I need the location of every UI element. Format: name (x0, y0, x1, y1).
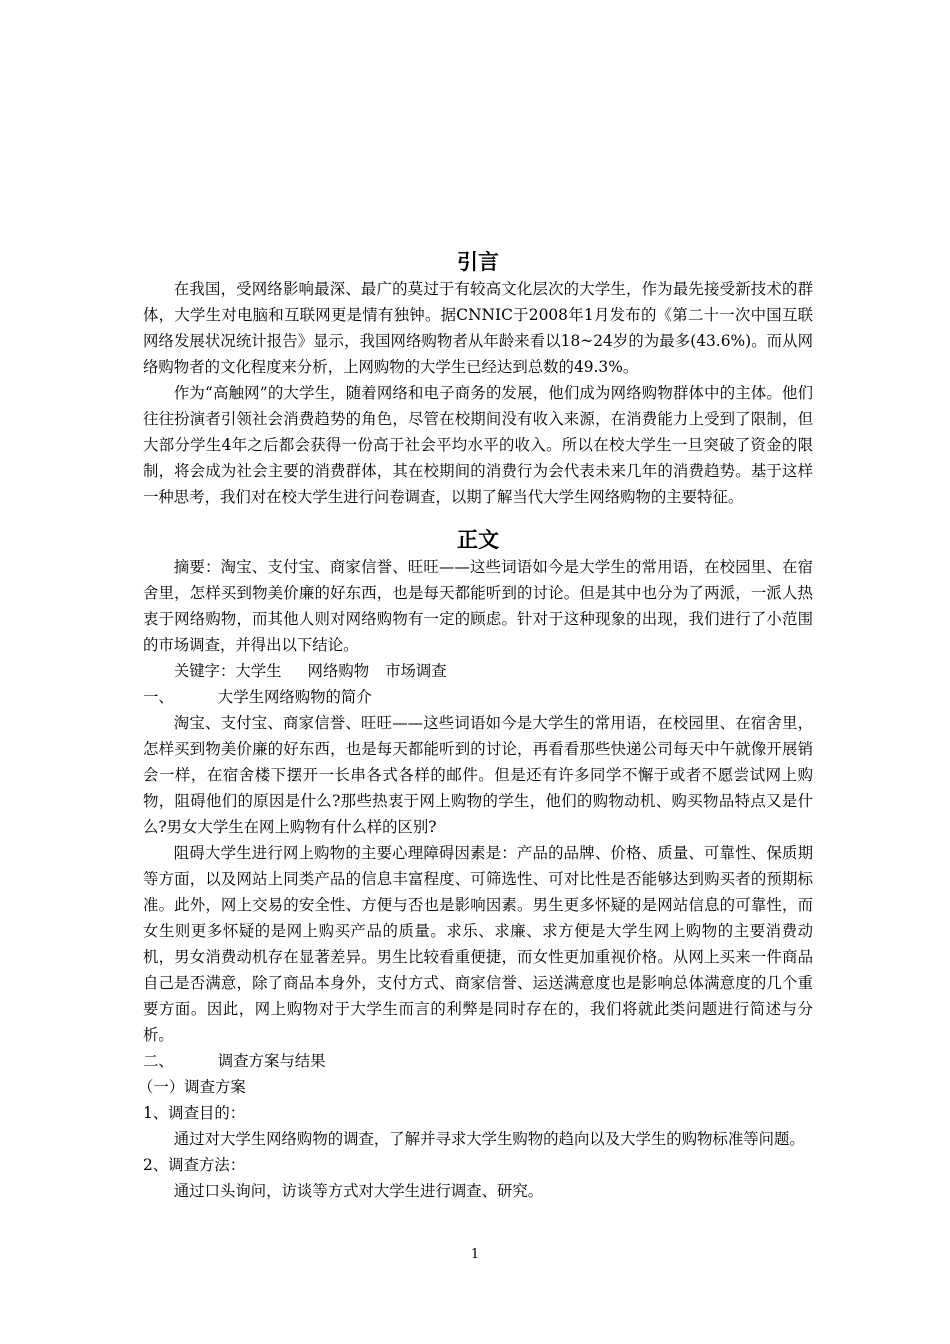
section-2-heading (143, 1048, 813, 1074)
page-content (138, 249, 813, 1204)
keywords-label: 关键字：大学生 (173, 662, 282, 680)
section-1-paragraph-1: 淘宝、支付宝、商家信誉、旺旺——这些词语如今是大学生的常用语，在校园里、在宿舍里，怎样买到物美价廉的好东西，也是每天都能听到的讨论，再看看那些快递公司每天中午就像开展销会一样，在宿舍楼下摆开一长串各式各样的邮件。但是还有许多同学不懈于或者不愿尝试网上购物，阻碍他们的原因是什么?那些热衷于网上购物的学生，他们的购物动机、购买物品特点又是什么?男女大学生在网上购物有什么样的区别? (143, 714, 813, 836)
item-2-text: 通过口头询问，访谈等方式对大学生进行调查、研究。 (173, 1182, 544, 1200)
section-1-title: 大学生网络购物的简介 (217, 688, 372, 706)
item-1-text: 通过对大学生网络购物的调查，了解并寻求大学生购物的趋向以及大学生的购物标准等问题。 (173, 1130, 805, 1148)
section-1-number: 一、 (143, 688, 174, 706)
item-2-label: 2、调查方法： (143, 1156, 246, 1174)
page-number: 1 (470, 1247, 480, 1262)
intro-heading: 引言 (457, 249, 499, 274)
keyword-1: 网络购物 (307, 662, 370, 680)
section-2-title: 调查方案与结果 (217, 1052, 326, 1070)
keywords-line (143, 658, 813, 684)
section-1-heading (143, 684, 813, 710)
keyword-2: 市场调查 (385, 662, 447, 680)
intro-paragraph-2: 作为“高触网”的大学生，随着网络和电子商务的发展，他们成为网络购物群体中的主体。他们往往扮演者引领社会消费趋势的角色，尽管在校期间没有收入来源，在消费能力上受到了限制，但大部分学生4年之后都会获得一份高于社会平均水平的收入。所以在校大学生一旦突破了资金的限制，将会成为社会主要的消费群体，其在校期间的消费行为会代表未来几年的消费趋势。基于这样一种思考，我们对在校大学生进行问卷调查，以期了解当代大学生网络购物的主要特征。 (143, 384, 813, 506)
intro-paragraph-1: 在我国，受网络影响最深、最广的莫过于有较高文化层次的大学生，作为最先接受新技术的群体，大学生对电脑和互联网更是情有独钟。据CNNIC于2008年1月发布的《第二十一次中国互联网络发展状况统计报告》显示，我国网络购物者从年龄来看以18~24岁的为最多(43.6%)。而从网络购物者的文化程度来分析，上网购物的大学生已经达到总数的49.3%。 (143, 280, 813, 376)
section-1-paragraph-2: 阻碍大学生进行网上购物的主要心理障碍因素是：产品的品牌、价格、质量、可靠性、保质期等方面，以及网站上同类产品的信息丰富程度、可筛选性、可对比性是否能够达到购买者的预期标准。此外，网上交易的安全性、方便与否也是影响因素。男生更多怀疑的是网站信息的可靠性，而女生则更多怀疑的是网上购买产品的质量。求乐、求廉、求方便是大学生网上购物的主要消费动机，男女消费动机存在显著差异。男生比较看重便捷，而女性更加重视价格。从网上买来一件商品自己是否满意，除了商品本身外，支付方式、商家信誉、运送满意度也是影响总体满意度的几个重要方面。因此，网上购物对于大学生而言的利弊是同时存在的，我们将就此类问题进行简述与分析。 (143, 844, 813, 1044)
item-1-label: 1、调查目的： (143, 1104, 246, 1122)
abstract-paragraph: 摘要：淘宝、支付宝、商家信誉、旺旺——这些词语如今是大学生的常用语，在校园里、在宿舍里，怎样买到物美价廉的好东西，也是每天都能听到的讨论。但是其中也分为了两派，一派人热衷于网络购物，而其他人则对网络购物有一定的顾虑。针对于这种现象的出现，我们进行了小范围的市场调查，并得出以下结论。 (143, 558, 813, 654)
body-heading: 正文 (457, 527, 499, 552)
section-2-number: 二、 (143, 1052, 174, 1070)
subsection-1-heading: （一）调查方案 (138, 1078, 246, 1096)
